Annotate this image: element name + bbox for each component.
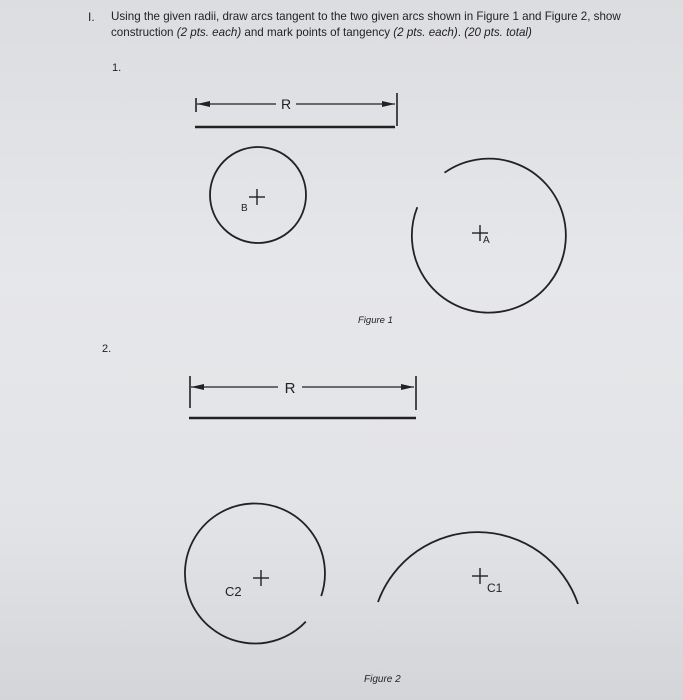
- item-number-2: 2.: [102, 343, 112, 355]
- figure-1-radius-label: R: [280, 96, 292, 112]
- points-each-construction: (2 pts. each): [176, 26, 242, 39]
- points-each-tangency: (2 pts. each): [393, 26, 458, 39]
- arc-c2: [185, 503, 325, 643]
- center-b-marker: [249, 189, 265, 205]
- center-c2-marker: [253, 570, 269, 586]
- figure-2-caption: Figure 2: [364, 674, 401, 685]
- points-total: (20 pts. total): [464, 26, 532, 39]
- question-text-sep: .: [457, 26, 465, 39]
- figure-1-caption: Figure 1: [358, 315, 393, 326]
- figure-2-radius-dimension: [189, 376, 416, 418]
- arc-c1: [378, 532, 578, 604]
- figure-2-radius-label: R: [284, 380, 296, 397]
- item-number-1: 1.: [112, 62, 122, 74]
- center-b-label: B: [241, 203, 248, 214]
- center-c1-label: C1: [487, 581, 503, 595]
- center-c2-label: C2: [225, 584, 242, 599]
- question-text-prefix: Using the given radii, draw arcs tangent to the two given arcs shown in Figure 1 and Figure 2, show construction: [111, 10, 621, 39]
- center-c1-marker: [472, 568, 488, 584]
- center-a-label: A: [483, 235, 490, 246]
- arc-b: [210, 147, 306, 243]
- question-number: I.: [88, 10, 95, 24]
- figure-1-radius-dimension: [195, 93, 397, 127]
- question-text-mid: and mark points of tangency: [241, 26, 394, 39]
